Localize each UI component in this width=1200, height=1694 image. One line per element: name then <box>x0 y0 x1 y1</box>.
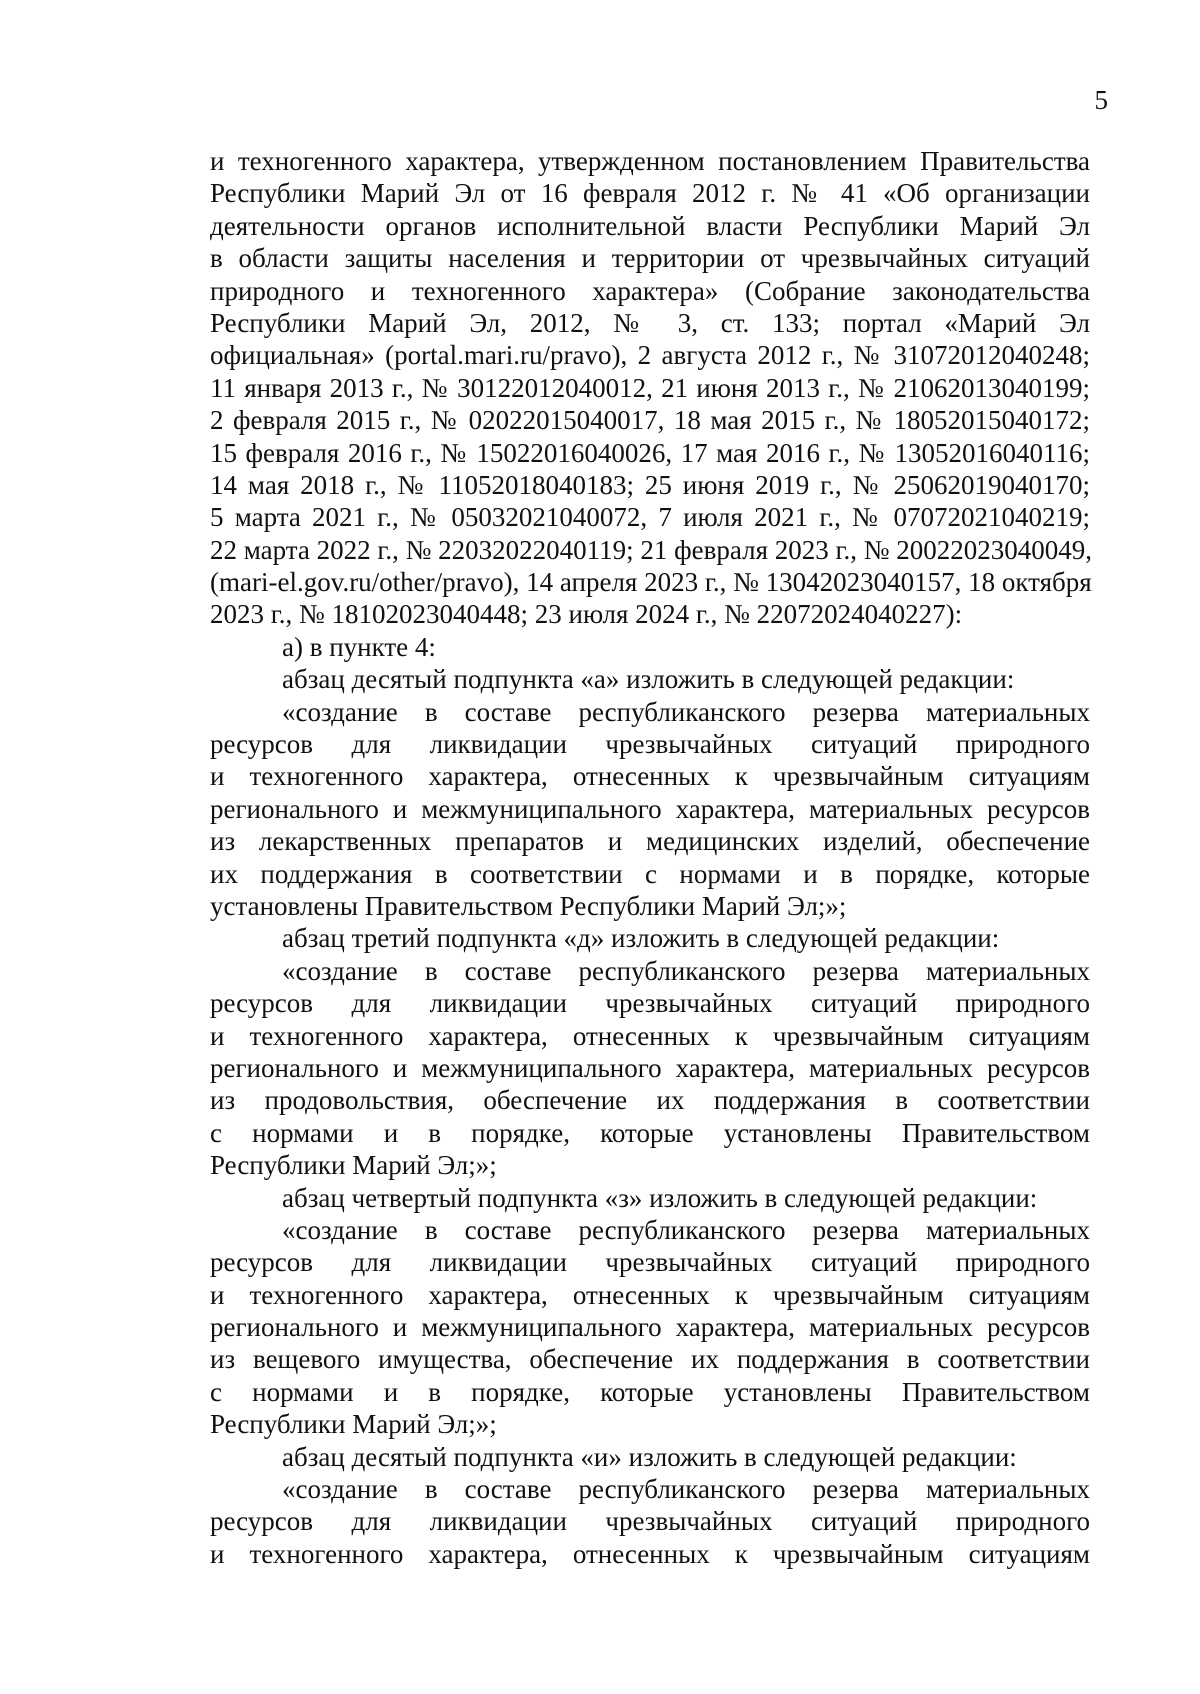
text-line: и техногенного характера, отнесенных к чрезвычайным ситуациям <box>210 1020 1090 1051</box>
text-line: (mari-el.gov.ru/other/pravo), 14 апреля 2023 г., № 13042023040157, 18 октября <box>210 567 1092 598</box>
text-line: 5 марта 2021 г., № 05032021040072, 7 июля 2021 г., № 07072021040219; <box>210 502 1090 533</box>
text-line: Республики Марий Эл;»; <box>210 1150 497 1181</box>
text-line: а) в пункте 4: <box>282 631 436 662</box>
text-line: и техногенного характера, отнесенных к чрезвычайным ситуациям <box>210 1279 1090 1310</box>
text-line: 2023 г., № 18102023040448; 23 июля 2024 г., № 22072024040227): <box>210 599 963 630</box>
text-line: абзац четвертый подпункта «з» изложить в следующей редакции: <box>282 1182 1038 1213</box>
text-line: ресурсов для ликвидации чрезвычайных ситуаций природного <box>210 1506 1090 1537</box>
document-body <box>210 145 1093 1570</box>
text-line: 2 февраля 2015 г., № 02022015040017, 18 мая 2015 г., № 18052015040172; <box>210 405 1090 436</box>
text-line: Республики Марий Эл от 16 февраля 2012 г. № 41 «Об организации <box>210 178 1090 209</box>
text-line: природного и техногенного характера» (Собрание законодательства <box>210 275 1090 306</box>
text-line: ресурсов для ликвидации чрезвычайных ситуаций природного <box>210 729 1090 760</box>
text-line: Республики Марий Эл, 2012, № 3, ст. 133; портал «Марий Эл <box>210 307 1090 338</box>
text-line: регионального и межмуниципального характера, материальных ресурсов <box>210 793 1090 824</box>
text-line: их поддержания в соответствии с нормами и в порядке, которые <box>210 858 1090 889</box>
text-line: регионального и межмуниципального характера, материальных ресурсов <box>210 1312 1090 1343</box>
text-line: и техногенного характера, отнесенных к чрезвычайным ситуациям <box>210 761 1090 792</box>
text-line: абзац десятый подпункта «и» изложить в следующей редакции: <box>282 1441 1017 1472</box>
text-line: «создание в составе республиканского резерва материальных <box>282 1474 1090 1505</box>
text-line: с нормами и в порядке, которые установлены Правительством <box>210 1376 1090 1407</box>
text-line: абзац третий подпункта «д» изложить в следующей редакции: <box>282 923 1000 954</box>
text-line: официальная» (portal.mari.ru/pravo), 2 августа 2012 г., № 31072012040248; <box>210 340 1090 371</box>
text-line: и техногенного характера, отнесенных к чрезвычайным ситуациям <box>210 1538 1090 1569</box>
page-number: 5 <box>1094 85 1108 115</box>
text-line: из лекарственных препаратов и медицинских изделий, обеспечение <box>210 826 1090 857</box>
text-line: ресурсов для ликвидации чрезвычайных ситуаций природного <box>210 1247 1090 1278</box>
text-line: ресурсов для ликвидации чрезвычайных ситуаций природного <box>210 988 1090 1019</box>
text-line: установлены Правительством Республики Марий Эл;»; <box>210 890 847 921</box>
text-line: «создание в составе республиканского резерва материальных <box>282 955 1090 986</box>
text-line: 11 января 2013 г., № 30122012040012, 21 июня 2013 г., № 21062013040199; <box>210 372 1090 403</box>
text-line: 14 мая 2018 г., № 11052018040183; 25 июня 2019 г., № 25062019040170; <box>210 469 1090 500</box>
text-line: в области защиты населения и территории от чрезвычайных ситуаций <box>210 243 1090 274</box>
text-line: из продовольствия, обеспечение их поддержания в соответствии <box>210 1085 1090 1116</box>
text-line: и техногенного характера, утвержденном постановлением Правительства <box>210 146 1090 176</box>
text-line: «создание в составе республиканского резерва материальных <box>282 1214 1090 1245</box>
text-line: абзац десятый подпункта «а» изложить в следующей редакции: <box>282 664 1015 695</box>
text-line: 15 февраля 2016 г., № 15022016040026, 17 мая 2016 г., № 13052016040116; <box>210 437 1090 468</box>
text-line: из вещевого имущества, обеспечение их поддержания в соответствии <box>210 1344 1090 1375</box>
text-line: с нормами и в порядке, которые установлены Правительством <box>210 1117 1090 1148</box>
text-line: 22 марта 2022 г., № 22032022040119; 21 февраля 2023 г., № 20022023040049, <box>210 534 1093 565</box>
text-line: деятельности органов исполнительной власти Республики Марий Эл <box>210 210 1090 241</box>
text-line: регионального и межмуниципального характера, материальных ресурсов <box>210 1052 1090 1083</box>
text-line: «создание в составе республиканского резерва материальных <box>282 696 1090 727</box>
text-line: Республики Марий Эл;»; <box>210 1409 497 1440</box>
